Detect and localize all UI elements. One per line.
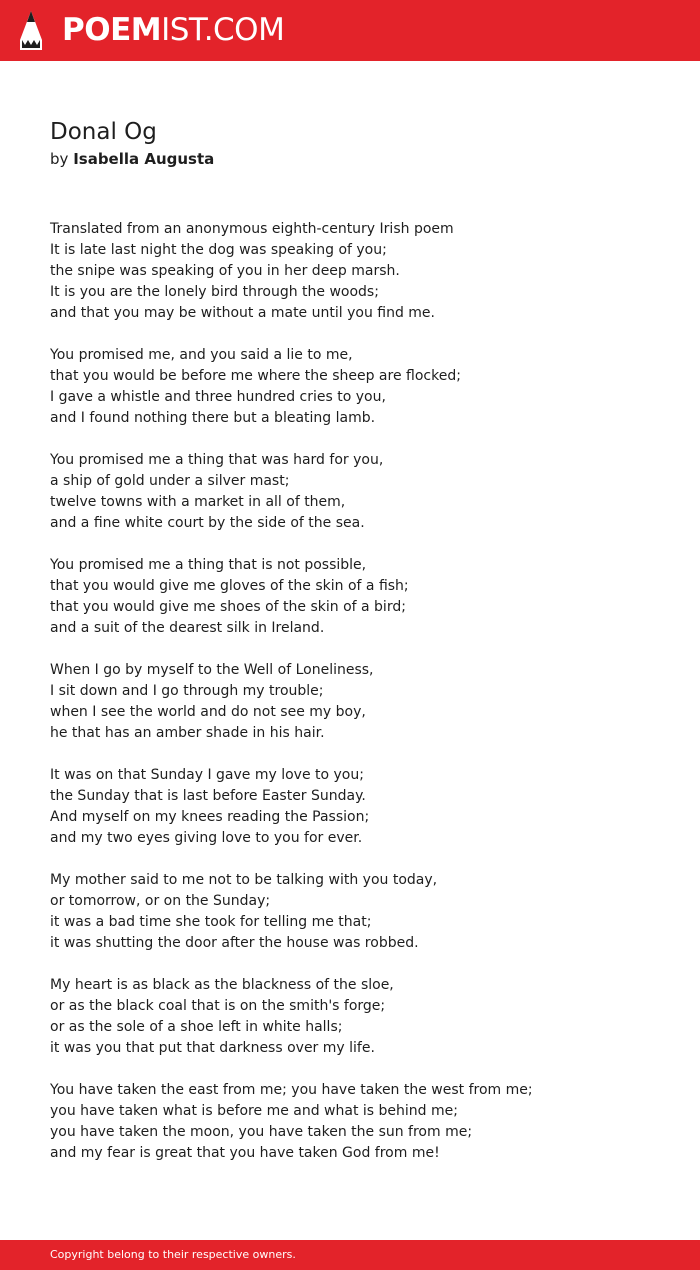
poem-line: And myself on my knees reading the Passion; bbox=[50, 809, 370, 825]
poem-line: It is you are the lonely bird through the woods; bbox=[50, 284, 379, 300]
stanza bbox=[50, 1080, 670, 1164]
site-logo[interactable] bbox=[62, 12, 284, 48]
poem-line: My mother said to me not to be talking with you today, bbox=[50, 872, 438, 888]
poem-line: You promised me a thing that is not possible, bbox=[50, 557, 367, 573]
stanza bbox=[50, 765, 670, 849]
poem-line: that you would give me gloves of the skin of a fish; bbox=[50, 578, 409, 594]
poem-line: or as the sole of a shoe left in white halls; bbox=[50, 1019, 343, 1035]
logo-bold-text: POEM bbox=[62, 12, 162, 48]
poem-line: and a fine white court by the side of the sea. bbox=[50, 515, 365, 531]
stanza bbox=[50, 660, 670, 744]
poem-line: You have taken the east from me; you have taken the west from me; bbox=[50, 1082, 533, 1098]
site-header bbox=[0, 0, 700, 61]
poem-line: that you would give me shoes of the skin of a bird; bbox=[50, 599, 406, 615]
stanza bbox=[50, 870, 670, 954]
poem-line: You promised me, and you said a lie to me, bbox=[50, 347, 353, 363]
pencil-tip-icon[interactable] bbox=[18, 10, 44, 52]
poem-line: and a suit of the dearest silk in Ireland. bbox=[50, 620, 325, 636]
poem-line: and that you may be without a mate until you find me. bbox=[50, 305, 435, 321]
poem-line: It is late last night the dog was speaking of you; bbox=[50, 242, 387, 258]
stanza bbox=[50, 219, 670, 324]
stanza bbox=[50, 345, 670, 429]
poem-line: and I found nothing there but a bleating lamb. bbox=[50, 410, 376, 426]
poem-line: Translated from an anonymous eighth-century Irish poem bbox=[50, 221, 454, 237]
poem-line: he that has an amber shade in his hair. bbox=[50, 725, 325, 741]
poem-line: and my fear is great that you have taken God from me! bbox=[50, 1145, 440, 1161]
poem-line: and my two eyes giving love to you for ever. bbox=[50, 830, 363, 846]
poem-line: I gave a whistle and three hundred cries to you, bbox=[50, 389, 386, 405]
poem-line: that you would be before me where the sheep are flocked; bbox=[50, 368, 461, 384]
by-label: by bbox=[50, 150, 69, 168]
poem-line: or tomorrow, or on the Sunday; bbox=[50, 893, 271, 909]
stanza bbox=[50, 450, 670, 534]
poem-line: It was on that Sunday I gave my love to you; bbox=[50, 767, 364, 783]
poem-line: When I go by myself to the Well of Loneliness, bbox=[50, 662, 374, 678]
author-name: Isabella Augusta bbox=[73, 150, 215, 168]
poem-title: Donal Og bbox=[50, 119, 157, 145]
logo-light-text: IST.COM bbox=[161, 12, 285, 48]
poem-line: the Sunday that is last before Easter Sunday. bbox=[50, 788, 366, 804]
poem-line: you have taken what is before me and what is behind me; bbox=[50, 1103, 458, 1119]
poem-line: or as the black coal that is on the smith's forge; bbox=[50, 998, 386, 1014]
poem-line: when I see the world and do not see my boy, bbox=[50, 704, 366, 720]
poem-line: a ship of gold under a silver mast; bbox=[50, 473, 290, 489]
stanza bbox=[50, 555, 670, 639]
poem-line: you have taken the moon, you have taken the sun from me; bbox=[50, 1124, 473, 1140]
poem-line: it was you that put that darkness over my life. bbox=[50, 1040, 375, 1056]
poem-line: My heart is as black as the blackness of the sloe, bbox=[50, 977, 394, 993]
poem-line: it was a bad time she took for telling me that; bbox=[50, 914, 372, 930]
poem-line: twelve towns with a market in all of them, bbox=[50, 494, 346, 510]
poem-line: You promised me a thing that was hard for you, bbox=[50, 452, 384, 468]
site-footer bbox=[0, 1240, 700, 1270]
poem-line: I sit down and I go through my trouble; bbox=[50, 683, 324, 699]
poem-line: it was shutting the door after the house was robbed. bbox=[50, 935, 419, 951]
byline bbox=[50, 148, 214, 170]
stanza bbox=[50, 975, 670, 1059]
poem-body bbox=[50, 219, 670, 1185]
copyright-text: Copyright belong to their respective owners. bbox=[50, 1248, 296, 1261]
poem-line: the snipe was speaking of you in her deep marsh. bbox=[50, 263, 400, 279]
